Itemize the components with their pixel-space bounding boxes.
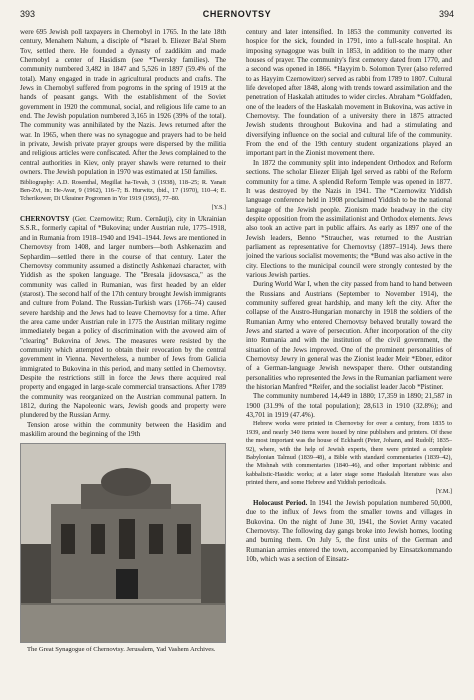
chernovtsy-intro bbox=[20, 215, 226, 421]
chernovtsy-intro-text: (Ger. Czernowitz; Rum. Cernăuţi), city in Ukrainian S.S.R., formerly capital of *Bukovina; under Austrian rule, 1775–1918, and in Rumania from 1918–1940 and 1941–1944. Jews are mentioned in Chernovtsy from 1408, and larger numbers—both Ashkenazim and Sephardim—settled there in the course of that century. Later the Chernovtsy community assumed a distinctly Ashkenazi character, with Yiddish as the spoken language. The "Bresala jidovsasca," as the community was called in Rumanian, was first headed by an elder (starost). The second half of the 17th century brought Jewish immigrants and culture from Poland. The Russian-Turkish wars (1766–74) caused severe hardship and the Jews had to leave Chernovtsy for a time. After the area came under Austrian rule in 1775 the Austrian military regime immediately began a policy of discrimination with the avowed aim of "clearing" Bukovina of Jews. The measures were resisted by the community which attempted to obtain their revocation by the central government in Vienna. Nevertheless, a number of Jews from Galicia immigrated to Bukovina in this period, and many settled in Chernovtsy. Despite the restrictions still in force the Jews there acquired real property and engaged in large-scale commercial transactions. After 1789 the community was reorganized on the Austrian communal pattern. In 1812, during the Napoleonic wars, Jewish goods and property were plundered by the Russian Army. bbox=[20, 215, 226, 420]
holocaust-paragraph bbox=[246, 499, 452, 564]
chernobyl-paragraph: were 695 Jewish poll taxpayers in Chernobyl in 1765. In the late 18th century, Menahem Nahum, a disciple of *Israel b. Eliezer Ba'al Shem Tov, settled there. He founded a dynasty of zaddikim and made Chernobyl a center of Hasidism (see *Twersky families). The community numbered 3,482 in 1847 and 5,526 in 1897 (59.4% of the total). Many engaged in trade in agricultural products and crafts. The Jews in Chernobyl suffered from pogroms in the spring of 1919 at the hands of peasant gangs. With the establishment of the Soviet government in 1920 the communal, social, and religious life came to an end. The Jewish population numbered 3,165 in 1926 (39% of the total). The community was annihilated by the Nazis. Jews returned after the war. In 1965, when there was no synagogue and prayers had to be held in private, Jewish private prayer groups were dispersed by the militia and religious articles were confiscated. After the Jews complained to the central authorities in Kiev, only prayer shawls were returned to their owners. The Jewish population in 1970 was estimated at 150 families. bbox=[20, 28, 226, 177]
population-paragraph: The community numbered 14,449 in 1880; 17,359 in 1890; 21,587 in 1900 (31.9% of the total population); 28,613 in 1910 (32.8%); and 43,701 in 1919 (47.4%). bbox=[246, 392, 452, 420]
synagogue-photo bbox=[20, 443, 226, 643]
running-title: CHERNOVTSY bbox=[202, 9, 272, 19]
page-number-right: 394 bbox=[438, 9, 454, 19]
hasidim-paragraph: Tension arose within the community between the Hasidim and maskilim around the beginning of the 19th bbox=[20, 420, 226, 439]
left-column bbox=[20, 28, 226, 690]
holocaust-subhead: Holocaust Period. bbox=[253, 499, 308, 508]
entry-headword: CHERNOVTSY bbox=[20, 215, 70, 224]
holocaust-text: In 1941 the Jewish population numbered 50,000, due to the influx of Jews from the smaller towns and villages in Bukovina. On the night of June 30, 1941, the Soviet Army vacated Chernovtsy. The following day gangs broke into Jewish homes, looting and burning them. On July 5, the first units of the German and Rumanian armies entered the town, accompanied by Einsatzkommando 10b, which was a section of Einsatz- bbox=[246, 499, 452, 564]
page-number-left: 393 bbox=[20, 9, 36, 19]
bibliography: Bibliography: A.D. Rosenthal, Megillat ha-Tevah, 3 (1938), 118–25; R. Yanait Ben-Zvi, in: He-Avar, 9 (1962), 116–7; B. Hurwitz, ibid., 17 (1970), 110–4; E. Tcherikower, Di Ukrainer Pogromen in Yor 1919 (1965), 77–80. bbox=[20, 178, 226, 203]
author-signature-2: [Y.M.] bbox=[435, 487, 452, 495]
wwi-paragraph: During World War I, when the city passed from hand to hand between the Russians and Austrians (September to November 1914), the community suffered great hardship, and many left the city. After the collapse of the Austro-Hungarian monarchy in 1918 the soldiers of the Rumanian Army who entered Chernovtsy behaved brutally toward the Jews and started a wave of persecution. After incorporation of the city into Rumania and with the institution of the civil government, the situation of the Jews improved. One of the prominent personalities of Chernovtsy Jewry in general was the Zionist leader Meir *Ebner, editor of a German-language Jewish newspaper there. Other outstanding personalities who represented the Jews in the Rumanian parliament were the historian Manfred *Reifer, and the socialist leader Jacob *Pistiner. bbox=[246, 280, 452, 392]
photo-caption: The Great Synagogue of Chernovtsy. Jerusalem, Yad Vashem Archives. bbox=[27, 646, 216, 654]
page-header bbox=[20, 9, 454, 25]
reform-paragraph: In 1872 the community split into independent Orthodox and Reform sections. The scholar Eliezer Elijah Igel served as rabbi of the Reform community for a time. A splendid Reform Temple was opened in 1877. It was destroyed by the Nazis in 1941. The *Czernowitz Yiddish language conference held in 1908 proclaimed Yiddish to be the national language of the Jewish people. Zionism made headway in the city despite opposition from the assimilationist and Orthodox elements. Jews also took an active part in public affairs. As early as 1897 one of the Jewish leaders, Benno *Straucher, was returned to the Austrian parliament as representative for Chernovtsy (1897–1914). Jews there joined the various socialist movements; the *Bund was also active in the city. Elections to the municipal council were strongly contested by the various Jewish parties. bbox=[246, 158, 452, 279]
right-column bbox=[246, 28, 452, 690]
hospital-paragraph: century and later intensified. In 1853 the community converted its hospice for the sick, founded in 1791, into a full-scale hospital. An imposing synagogue was built in 1853, in addition to the many other houses of prayer. The community's first cemetery dated from 1770, and a second was opened in 1866. *Hayyim b. Solomon Tyrer (also referred to as Hayyim Czernowitzer) served as rabbi from 1789 to 1807. Cultural life developed after 1848, along with trends toward assimilation and the penetration of Haskalah attitudes to wider circles. Abraham *Goldfaden, one of the leaders of the Haskalah movement in Bukovina, was active in Chernovtsy. The foundation of a university there in 1875 attracted Jewish students throughout Bukovina and had a stimulating and diversifying influence on the social and cultural life of the community. From the end of the 19th century student organizations played an important part in the Zionist movement there. bbox=[246, 28, 452, 158]
author-signature: [Y.S.] bbox=[211, 203, 226, 211]
synagogue-illustration bbox=[21, 444, 226, 643]
printing-paragraph: Hebrew works were printed in Chernovtsy for over a century, from 1835 to 1939, and nearly 340 items were issued by nine publishers and printers. Of these the most important was the house of Eckhardt (Peter, Johann, and Rudolf; 1835–92), where, with the help of Jewish experts, there were printed a complete Babylonian Talmud (1839–48), a Bible with standard commentaries (1839–42), the Mishnah with commentaries (1840–46), and other important rabbinic and kabbalistic-Hasidic works; at a later stage some Haskalah literature was also printed there, and some Hebrew and Yiddish periodicals. bbox=[246, 420, 452, 487]
